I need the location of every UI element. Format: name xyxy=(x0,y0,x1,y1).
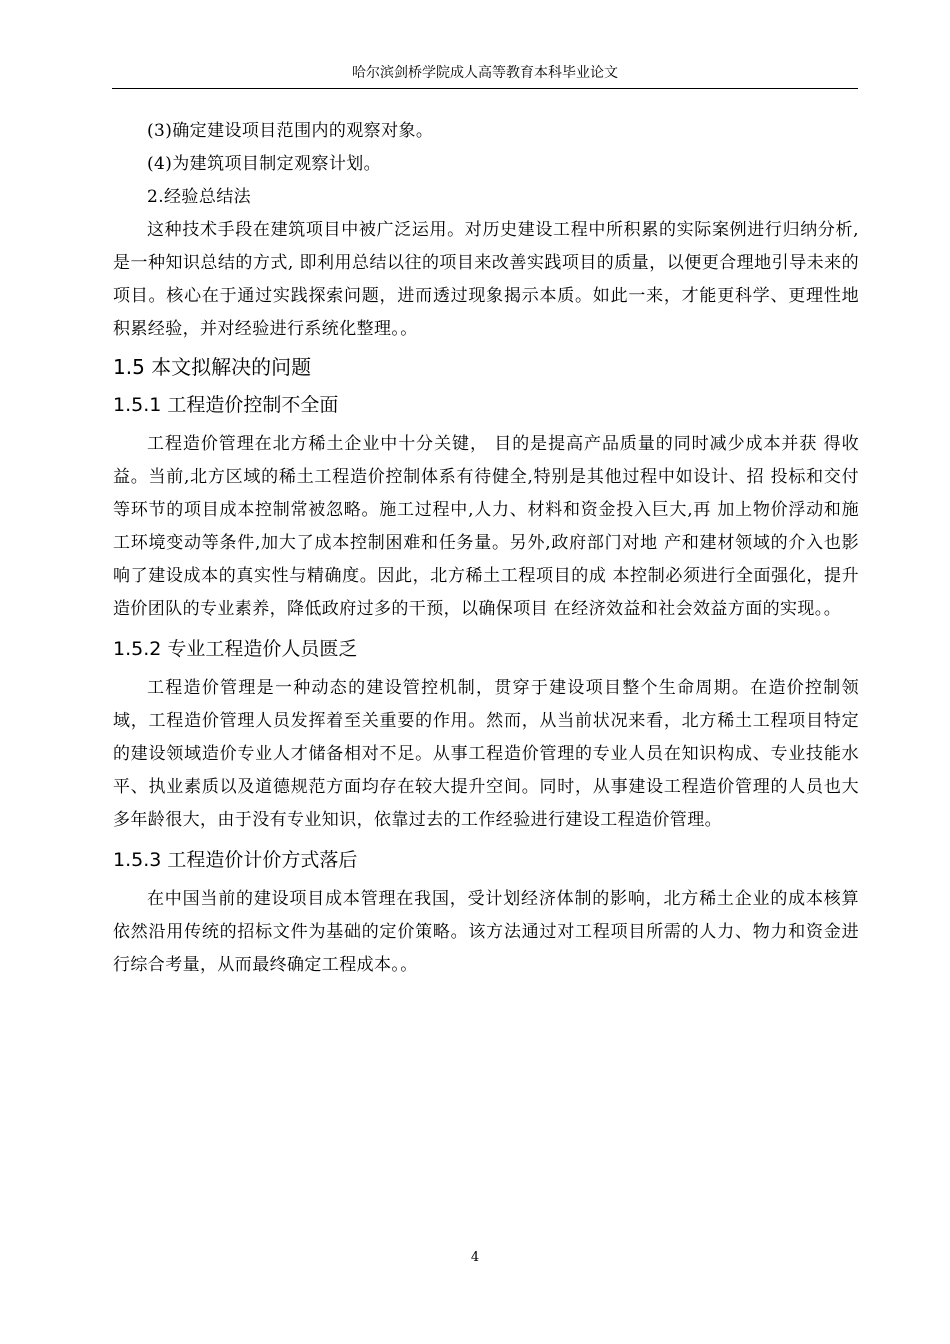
section-heading-1-5-3: 1.5.3 工程造价计价方式落后 xyxy=(113,849,358,871)
section-heading-1-5-2: 1.5.2 专业工程造价人员匮乏 xyxy=(113,638,358,660)
list-item-3: (3)确定建设项目范围内的观察对象。 xyxy=(147,121,434,141)
list-item-4: (4)为建筑项目制定观察计划。 xyxy=(147,154,382,174)
section-heading-1-5: 1.5 本文拟解决的问题 xyxy=(113,355,312,379)
section-heading-1-5-1: 1.5.1 工程造价控制不全面 xyxy=(113,394,339,416)
paragraph-pricing-method: 在中国当前的建设项目成本管理在我国，受计划经济体制的影响，北方稀土企业的成本核算依然沿用传统的招标文件为基础的定价策略。该方法通过对工程项目所需的人力、物力和资金进行综合考量，从而最终确定工程成本。。 xyxy=(113,889,859,975)
method-heading-experience-summary: 2.经验总结法 xyxy=(147,187,252,207)
header-divider xyxy=(112,88,858,89)
paragraph-experience-summary: 这种技术手段在建筑项目中被广泛运用。对历史建设工程中所积累的实际案例进行归纳分析,是一种知识总结的方式, 即利用总结以往的项目来改善实践项目的质量，以便更合理地引导未来的项目。核心在于通过实践探索问题，进而透过现象揭示本质。如此一来，才能更科学、更理性地积累经验，并对经验进行系统化整理。。 xyxy=(113,220,859,339)
paragraph-cost-control: 工程造价管理在北方稀土企业中十分关键， 目的是提高产品质量的同时减少成本并获 得收益。当前,北方区域的稀土工程造价控制体系有待健全,特别是其他过程中如设计、招 投标和交付等环节的项目成本控制常被忽略。施工过程中,人力、材料和资金投入巨大,再 加上物价浮动和施工环境变动等条件,加大了成本控制困难和任务量。另外,政府部门对地 产和建材领域的介入也影响了建设成本的真实性与精确度。因此，北方稀土工程项目的成 本控制必须进行全面强化，提升造价团队的专业素养，降低政府过多的干预，以确保项目 在经济效益和社会效益方面的实现。。 xyxy=(113,434,859,619)
paragraph-personnel-shortage: 工程造价管理是一种动态的建设管控机制，贯穿于建设项目整个生命周期。在造价控制领域，工程造价管理人员发挥着至关重要的作用。然而，从当前状况来看，北方稀土工程项目特定的建设领域造价专业人才储备相对不足。从事工程造价管理的专业人员在知识构成、专业技能水平、执业素质以及道德规范方面均存在较大提升空间。同时，从事建设工程造价管理的人员也大多年龄很大，由于没有专业知识，依靠过去的工作经验进行建设工程造价管理。 xyxy=(113,678,859,830)
document-body xyxy=(113,115,859,982)
running-header: 哈尔滨剑桥学院成人高等教育本科毕业论文 xyxy=(352,65,618,81)
page-number: 4 xyxy=(470,1250,480,1265)
